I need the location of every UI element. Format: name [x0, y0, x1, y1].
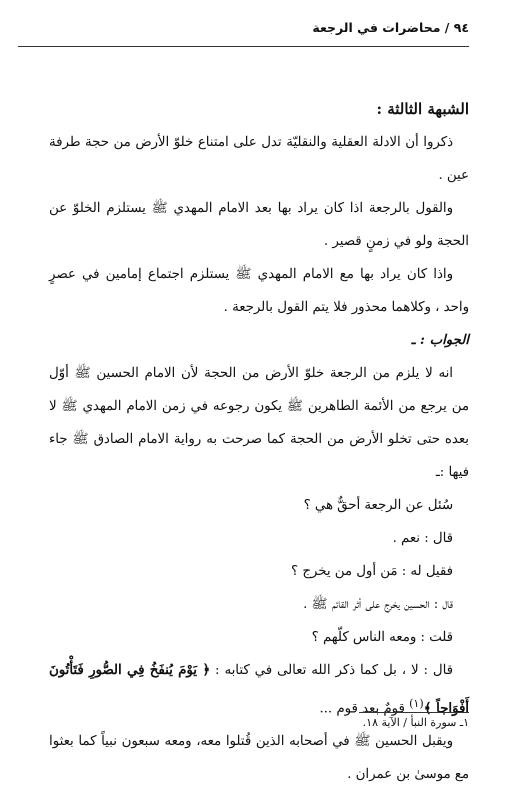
section-title: الشبهة الثالثة : — [376, 100, 469, 118]
quran-verse: ﴿ يَوْمَ يُنفَخُ فِي الصُّورِ فَتَأْتُونَ أَفْوَاجاً ﴾ — [49, 663, 469, 717]
closing-paragraph: ويقبل الحسين ﷺ في أصحابه الذين قُتلوا معه، ومعه سبعون نبياً كما بعثوا مع موسىٰ بن عمران . — [49, 734, 469, 783]
footnote-ref: (١) — [409, 697, 424, 710]
header-rule — [18, 46, 469, 47]
quran-intro: قال : لا ، بل كما ذكر الله تعالى في كتابه : — [210, 663, 453, 678]
paragraph-1: ذكروا أن الادلة العقلية والنقليّة تدل على امتناع خلوّ الأرض من حجة طرفة عين . — [49, 135, 469, 183]
paragraph-2: والقول بالرجعة اذا كان يراد بها بعد الامام المهدي ﷺ يستلزم الخلوّ عن الحجة ولو في زمنٍ قصير . — [49, 201, 469, 249]
body-text — [49, 126, 469, 791]
quran-paragraph — [49, 654, 469, 725]
dialogue-line-5: قلت : ومعه الناس كلّهم ؟ — [311, 630, 453, 645]
dialogue-line-4: قال : الحسين يخرج على أثر القائم ﷺ . — [303, 597, 453, 612]
footnote: ١ـ سورة النبأ / الآية ١٨. — [362, 716, 469, 729]
paragraph-3: واذا كان يراد بها مع الامام المهدي ﷺ يستلزم اجتماع إمامين في عصرٍ واحد ، وكلاهما محذور فلا يتم القول بالرجعة . — [49, 267, 469, 315]
running-header: ٩٤ / محاضرات في الرجعة — [312, 20, 469, 35]
footnote-rule — [359, 712, 469, 713]
dialogue-line-3: فقيل له : مَن أول من يخرج ؟ — [291, 564, 453, 579]
quran-tail: قومٌ بعد قوم ... — [319, 701, 410, 717]
dialogue-line-2: قال : نعم . — [392, 531, 453, 546]
answer-paragraph: انه لا يلزم من الرجعة خلوّ الأرض من الحجة لأن الامام الحسين ﷺ أوّل من يرجع من الأئمة الطاهرين ﷺ يكون رجوعه في زمن الامام المهدي ﷺ لا بعده حتى تخلو الأرض من الحجة كما صرحت به رواية الامام الصادق ﷺ جاء فيها :ـ — [49, 366, 469, 480]
answer-label — [49, 324, 469, 357]
dialogue-line-1: سُئل عن الرجعة أحقٌّ هي ؟ — [303, 498, 453, 513]
answer-label-text: الجواب : ـ — [411, 333, 469, 348]
